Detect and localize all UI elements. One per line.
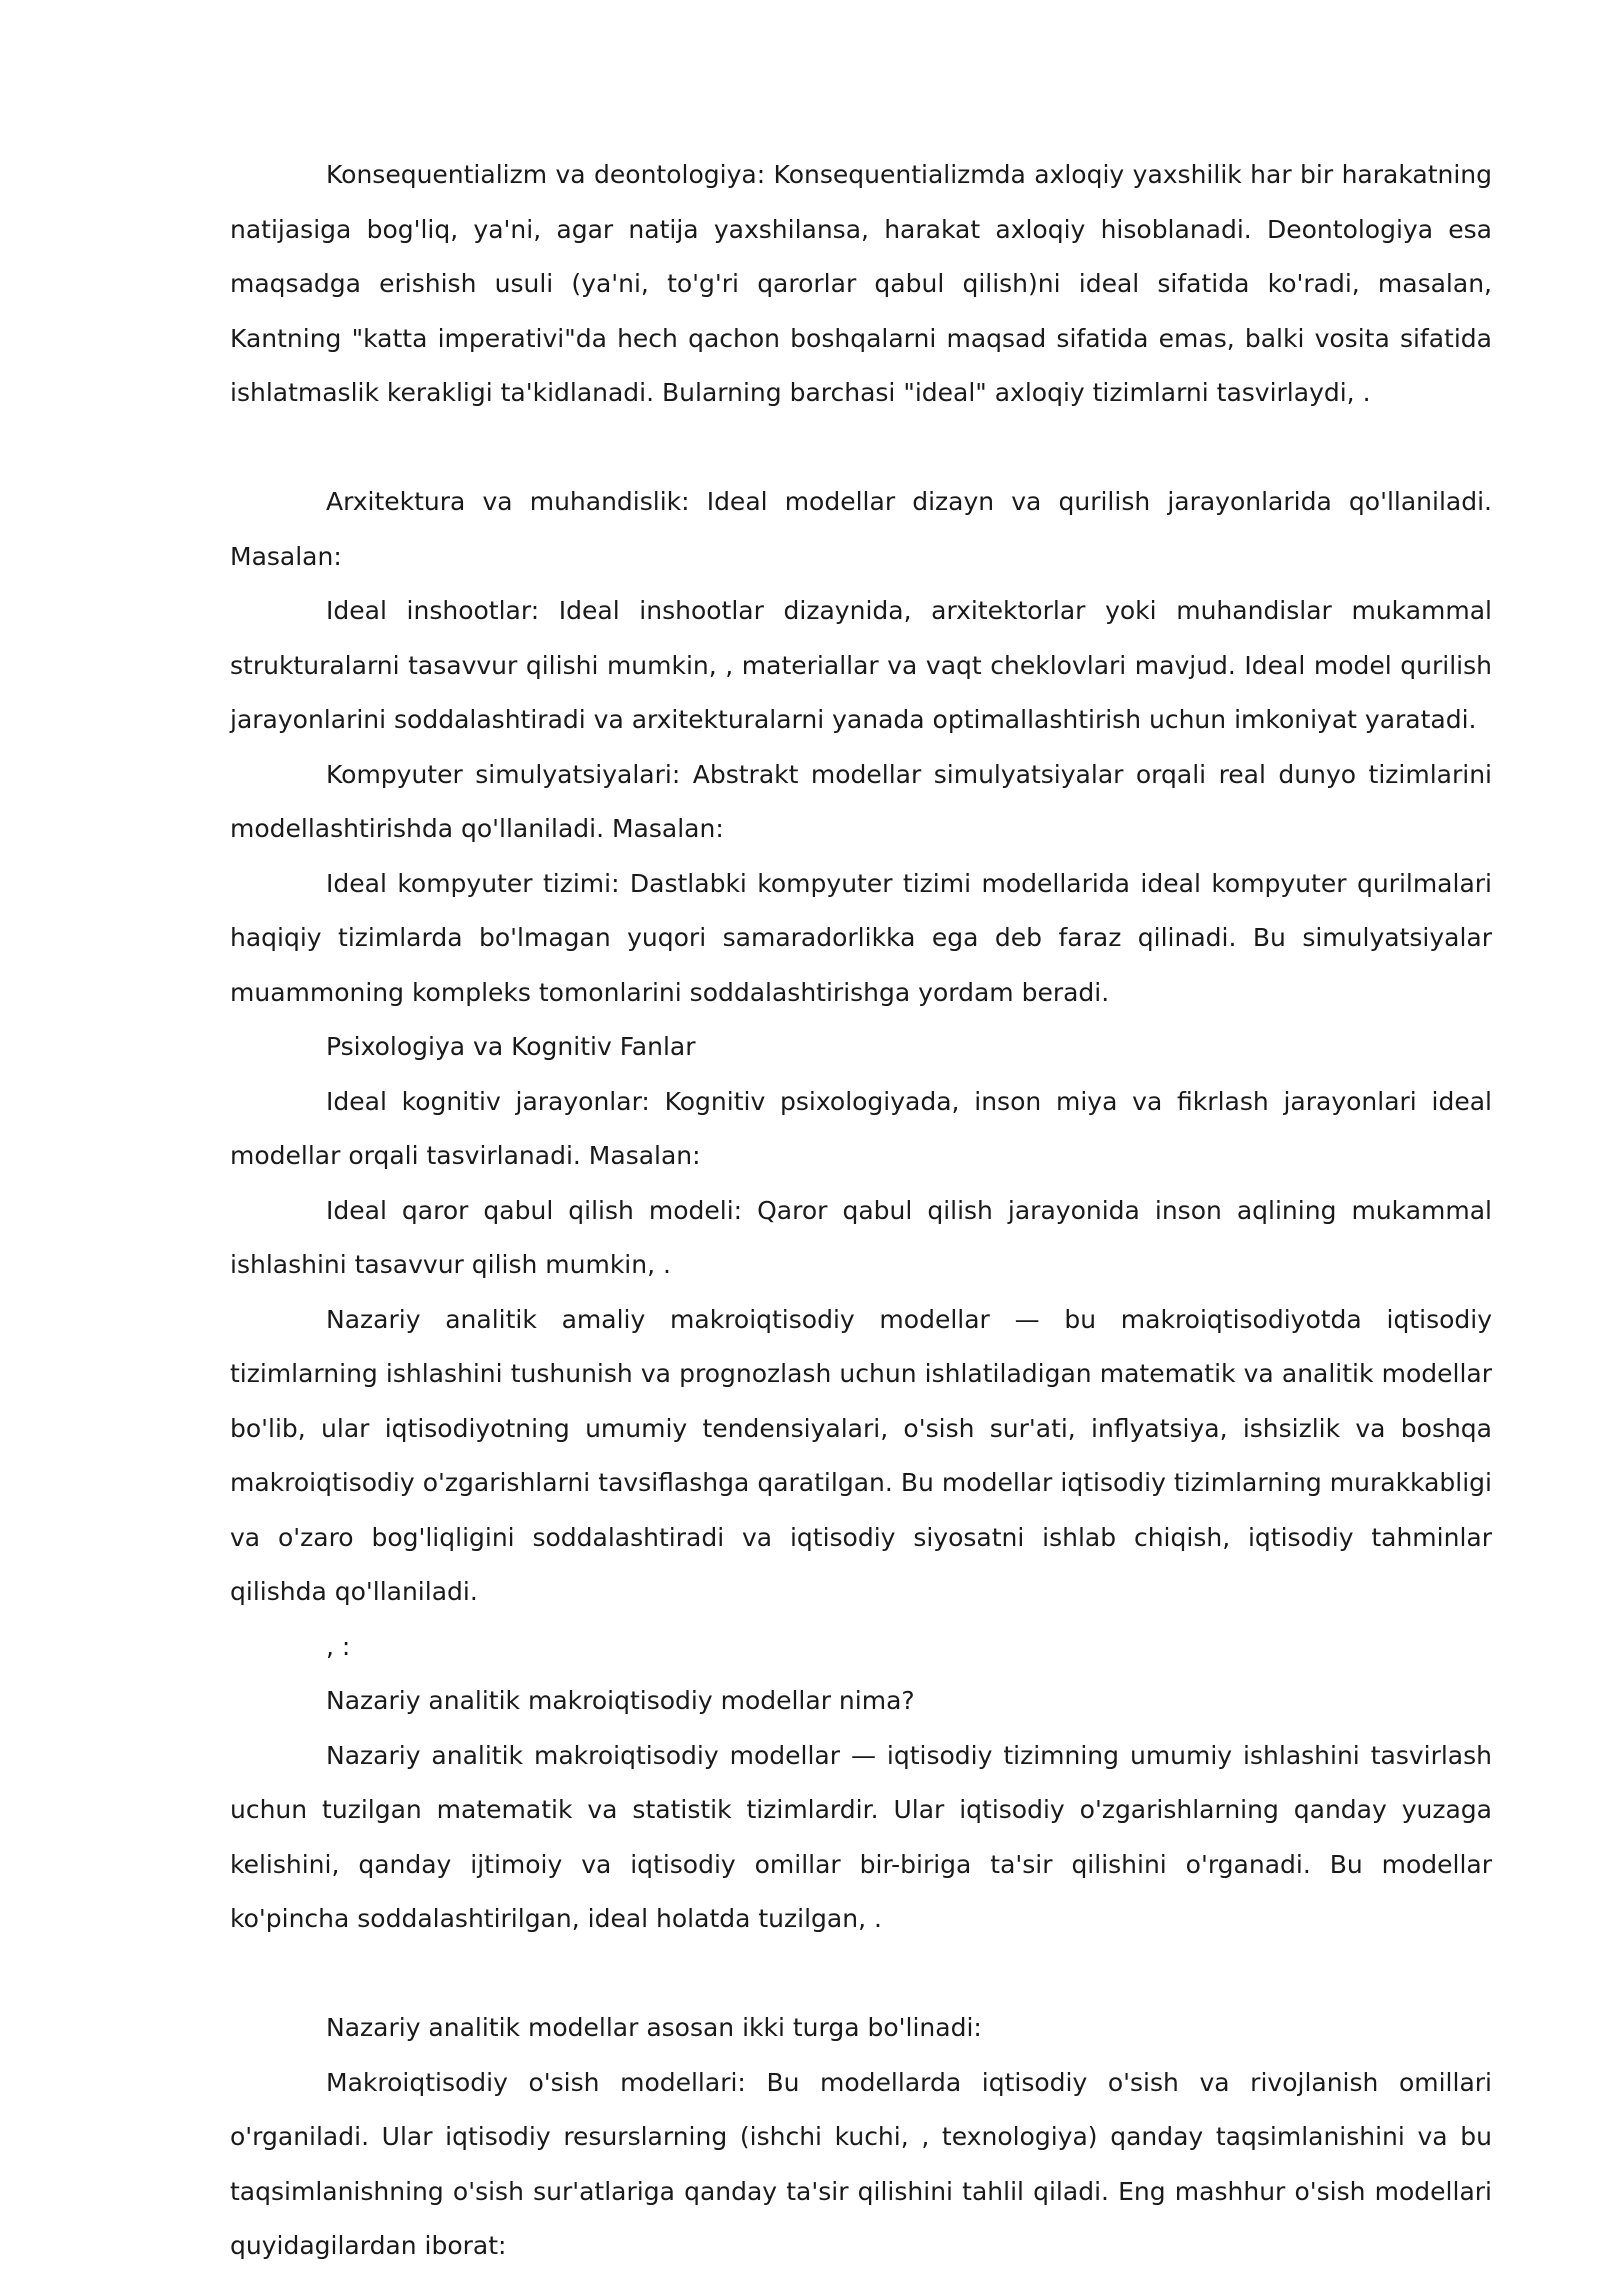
paragraph-ideal-cognitive: Ideal kognitiv jarayonlar: Kognitiv psixologiyada, inson miya va fikrlash jarayonlari ideal modellar orqali tasvirlanadi. Masalan: [230, 1086, 1492, 1170]
paragraph-ethics: Konsequentializm va deontologiya: Konsequentializmda axloqiy yaxshilik har bir harakatning natijasiga bog'liq, ya'ni, agar natija yaxshilansa, harakat axloqiy hisoblanadi. Deontologiya esa maqsadga erishish usuli (ya'ni, to'g'ri qarorlar qabul qilish)ni ideal sifatida ko'radi, masalan, Kantning "katta imperativi"da hech qachon boshqalarni maqsad sifatida emas, balki vosita sifatida ishlatmaslik kerakligi ta'kidlanadi. Bularning barchasi "ideal" axloqiy tizimlarni tasvirlaydi, . [230, 160, 1492, 407]
paragraph-architecture: Arxitektura va muhandislik: Ideal modellar dizayn va qurilish jarayonlarida qo'llaniladi. Masalan: [230, 487, 1492, 571]
paragraph-question: Nazariy analitik makroiqtisodiy modellar nima? [326, 1686, 915, 1715]
paragraph-ideal-structures: Ideal inshootlar: Ideal inshootlar dizaynida, arxitektorlar yoki muhandislar mukammal strukturalarni tasavvur qilishi mumkin, , materiallar va vaqt cheklovlari mavjud. Ideal model qurilish jarayonlarini soddalashtiradi va arxitekturalarni yanada optimallashtirish uchun imkoniyat yaratadi. [230, 596, 1492, 734]
paragraph-macro-definition: Nazariy analitik makroiqtisodiy modellar — iqtisodiy tizimning umumiy ishlashini tasvirlash uchun tuzilgan matematik va statistik tizimlardir. Ular iqtisodiy o'zgarishlarning qanday yuzaga kelishini, qanday ijtimoiy va iqtisodiy omillar bir-biriga ta'sir qilishini o'rganadi. Bu modellar ko'pincha soddalashtirilgan, ideal holatda tuzilgan, . [230, 1740, 1492, 1933]
paragraph-decision-model: Ideal qaror qabul qilish modeli: Qaror qabul qilish jarayonida inson aqlining mukammal ishlashini tasavvur qilish mumkin, . [230, 1195, 1492, 1279]
paragraph-psychology-heading: Psixologiya va Kognitiv Fanlar [326, 1032, 696, 1061]
paragraph-ideal-computer-system: Ideal kompyuter tizimi: Dastlabki kompyuter tizimi modellarida ideal kompyuter qurilmalari haqiqiy tizimlarda bo'lmagan yuqori samaradorlikka ega deb faraz qilinadi. Bu simulyatsiyalar muammoning kompleks tomonlarini soddalashtirishga yordam beradi. [230, 868, 1492, 1007]
paragraph-computer-simulations: Kompyuter simulyatsiyalari: Abstrakt modellar simulyatsiyalar orqali real dunyo tizimlarini modellashtirishda qo'llaniladi. Masalan: [230, 759, 1492, 843]
document-page [230, 148, 1492, 2274]
paragraph-growth-models: Makroiqtisodiy o'sish modellari: Bu modellarda iqtisodiy o'sish va rivojlanish omillari o'rganiladi. Ular iqtisodiy resurslarning (ishchi kuchi, , texnologiya) qanday taqsimlanishini va bu taqsimlanishning o'sish sur'atlariga qanday ta'sir qilishini tahlil qiladi. Eng mashhur o'sish modellari quyidagilardan iborat: [230, 2067, 1492, 2260]
paragraph-punctuation: , : [326, 1631, 351, 1661]
paragraph-two-types: Nazariy analitik modellar asosan ikki turga bo'linadi: [326, 2013, 982, 2042]
paragraph-macro-models-intro: Nazariy analitik amaliy makroiqtisodiy modellar — bu makroiqtisodiyotda iqtisodiy tizimlarning ishlashini tushunish va prognozlash uchun ishlatiladigan matematik va analitik modellar bo'lib, ular iqtisodiyotning umumiy tendensiyalari, o'sish sur'ati, inflyatsiya, ishsizlik va boshqa makroiqtisodiy o'zgarishlarni tavsiflashga qaratilgan. Bu modellar iqtisodiy tizimlarning murakkabligi va o'zaro bog'liqligini soddalashtiradi va iqtisodiy siyosatni ishlab chiqish, iqtisodiy tahminlar qilishda qo'llaniladi. [230, 1304, 1492, 1606]
